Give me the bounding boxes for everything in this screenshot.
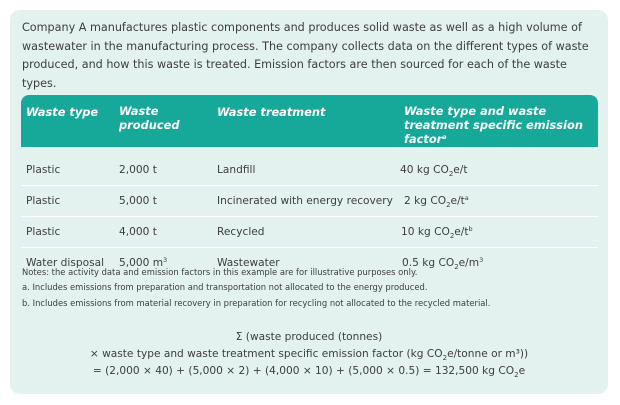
formula-line-2 — [10, 346, 608, 364]
table-row — [21, 155, 598, 186]
table-notes — [22, 265, 602, 311]
ef-subscript: 2 — [454, 263, 459, 271]
formula-line-2-end: e/tonne or m³)) — [447, 347, 529, 360]
formula-line-1: Σ (waste produced (tonnes) — [235, 331, 383, 343]
cell-waste-type: Plastic — [26, 226, 61, 238]
header-footnote-mark: a — [442, 133, 447, 141]
ef-subscript: 2 — [448, 170, 454, 178]
ef-footnote-mark: b — [468, 225, 473, 233]
cell-waste-type: Plastic — [26, 195, 61, 207]
table-row — [21, 217, 598, 248]
cell-waste-treatment: Recycled — [217, 226, 265, 238]
ef-unit: e/m — [458, 257, 480, 269]
ef-subscript: 2 — [446, 201, 451, 209]
example-card — [10, 10, 608, 394]
ef-value: 10 kg CO — [401, 226, 450, 238]
table-header — [21, 95, 598, 147]
cell-waste-type: Plastic — [26, 164, 61, 176]
formula-line-3 — [10, 363, 608, 381]
cell-waste-treatment: Incinerated with energy recovery — [217, 195, 393, 207]
formula-line-3-subscript: 2 — [514, 371, 519, 379]
cell-emission-factor — [400, 164, 468, 176]
ef-unit: e/t — [450, 195, 465, 207]
ef-superscript: 3 — [479, 256, 484, 264]
note-general: Notes: the activity data and emission factors in this example are for illustrative purposes only. — [22, 267, 418, 277]
waste-table — [21, 95, 598, 278]
cell-waste-treatment: Wastewater — [217, 257, 280, 269]
table-row — [21, 186, 598, 217]
cell-waste-produced: 2,000 t — [119, 164, 157, 176]
ef-subscript: 2 — [449, 232, 455, 240]
formula-line-3-end: e — [518, 365, 526, 377]
formula-line-3-text: = (2,000 × 40) + (5,000 × 2) + (4,000 × 10) + (5,000 × 0.5) = 132,500 kg CO — [92, 365, 515, 377]
header-waste-produced: Waste produced — [119, 104, 180, 132]
cell-waste-treatment: Landfill — [217, 164, 256, 176]
ef-value: 40 kg CO — [400, 164, 449, 176]
note-b: b. Includes emissions from material recovery in preparation for recycling not allocated to the recycled material. — [22, 297, 491, 308]
calculation-formula — [10, 329, 608, 381]
formula-line-2-text: × waste type and waste treatment specific emission factor (kg CO — [89, 347, 443, 360]
cell-waste-produced: 4,000 t — [119, 226, 157, 238]
produced-value: 5,000 m — [119, 257, 164, 269]
formula-line-2-subscript: 2 — [442, 353, 448, 362]
ef-unit: e/t — [453, 164, 468, 176]
header-waste-type: Waste type — [26, 105, 99, 119]
cell-waste-produced: 5,000 t — [119, 195, 157, 207]
cell-emission-factor — [404, 195, 469, 207]
ef-value: 2 kg CO — [404, 195, 447, 207]
note-a: a. Includes emissions from preparation and transportation not allocated to the energy produced. — [22, 282, 428, 293]
header-waste-treatment: Waste treatment — [217, 105, 326, 119]
header-emission-factor-text: Waste type and waste treatment specific emission factor — [404, 104, 583, 146]
intro-paragraph: Company A manufactures plastic components and produces solid waste as well as a high volume of wastewater in the manufacturing process. The company collects data on the different types of waste produced, and how this waste is treated. Emission factors are then sourced for each of the waste types. — [22, 21, 589, 90]
cell-waste-type: Water disposal — [26, 257, 105, 269]
ef-value: 0.5 kg CO — [402, 257, 455, 269]
ef-footnote-mark: a — [464, 194, 469, 202]
produced-superscript: 3 — [163, 256, 168, 264]
header-emission-factor — [404, 104, 594, 148]
ef-unit: e/t — [454, 226, 469, 238]
cell-emission-factor — [401, 226, 473, 238]
